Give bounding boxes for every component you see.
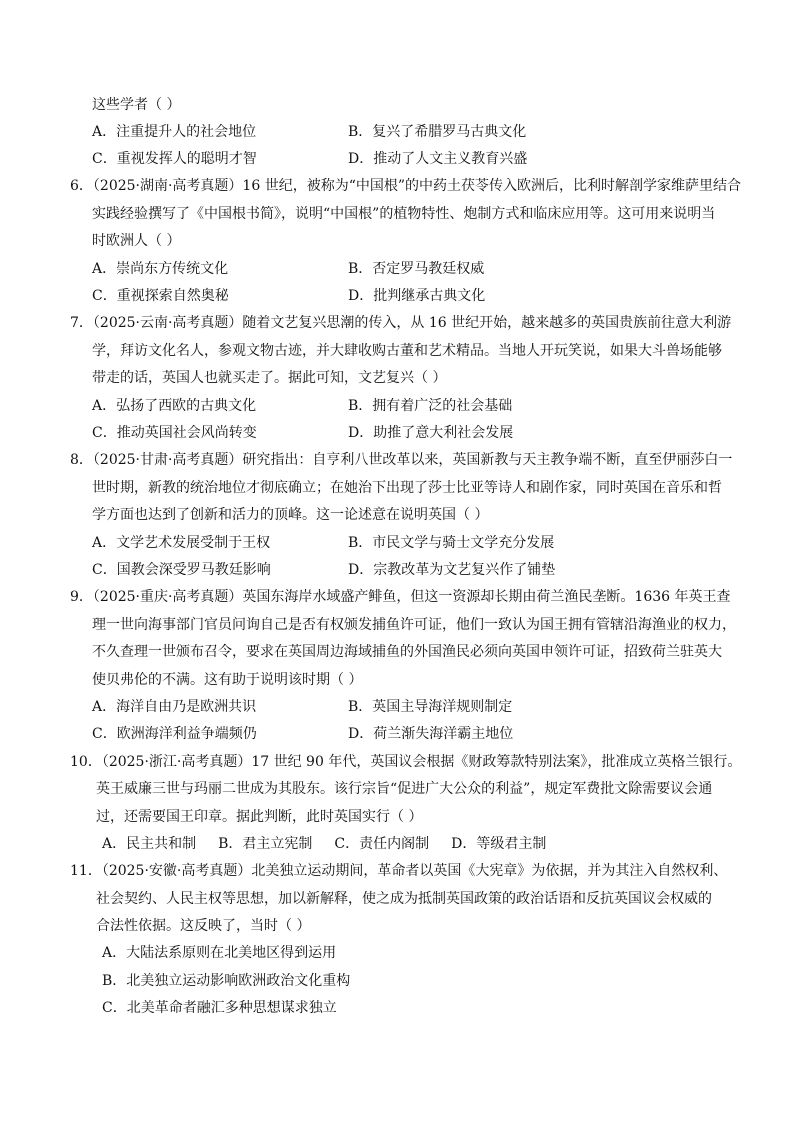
q8-option-c[interactable]: C．国教会深受罗马教廷影响 xyxy=(92,562,271,578)
q5-stem-end: 这些学者（ ） xyxy=(92,97,181,113)
q6-option-b[interactable]: B．否定罗马教廷权威 xyxy=(348,261,485,277)
q7-stem-line1: 7．（2025·云南·高考真题）随着文艺复兴思潮的传入，从 16 世纪开始，越来越多的英国贵族前往意大利游 xyxy=(70,315,732,331)
q9-stem-line3: 不久查理一世颁布召令，要求在英国周边海域捕鱼的外国渔民必须向英国申领许可证，招致荷兰驻英大 xyxy=(92,644,722,660)
q6-stem-line1: 6．（2025·湖南·高考真题）16 世纪，被称为“中国根”的中药土茯苓传入欧洲后，比利时解剖学家维萨里结合 xyxy=(70,178,742,194)
q9-stem-line4: 使贝弗伦的不满。这有助于说明该时期（ ） xyxy=(92,672,363,688)
q9-stem-line1: 9．（2025·重庆·高考真题）英国东海岸水域盛产鲱鱼，但这一资源却长期由荷兰渔民垄断。1636 年英王查 xyxy=(70,589,731,605)
q9-stem-line2: 理一世向海事部门官员问询自己是否有权颁发捕鱼许可证，他们一致认为国王拥有管辖沿海渔业的权力， xyxy=(92,617,736,633)
q11-option-b[interactable]: B．北美独立运动影响欧洲政治文化重构 xyxy=(102,973,351,989)
q8-option-b[interactable]: B．市民文学与骑士文学充分发展 xyxy=(348,535,555,551)
q11-option-a[interactable]: A．大陆法系原则在北美地区得到运用 xyxy=(102,945,337,961)
q7-stem-line2: 学，拜访文化名人，参观文物古迹，并大肆收购古董和艺术精品。当地人开玩笑说，如果大斗兽场能够 xyxy=(92,343,722,359)
q10-stem-line3: 过，还需要国王印章。据此判断，此时英国实行（ ） xyxy=(96,809,423,825)
q5-option-a[interactable]: A．注重提升人的社会地位 xyxy=(92,124,257,140)
q8-stem-line1: 8．（2025·甘肃·高考真题）研究指出：自亨利八世改革以来，英国新教与天主教争端不断，直至伊丽莎白一 xyxy=(70,452,733,468)
q5-option-c[interactable]: C．重视发挥人的聪明才智 xyxy=(92,151,257,167)
q5-option-b[interactable]: B．复兴了希腊罗马古典文化 xyxy=(348,124,527,140)
q9-option-d[interactable]: D．荷兰渐失海洋霸主地位 xyxy=(348,726,514,742)
q7-option-b[interactable]: B．拥有着广泛的社会基础 xyxy=(348,398,513,414)
q10-stem-line2: 英王威廉三世与玛丽二世成为其股东。该行宗旨“促进广大公众的利益”，规定军费批文除需要议会通 xyxy=(96,781,713,797)
q9-option-a[interactable]: A．海洋自由乃是欧洲共识 xyxy=(92,699,257,715)
q10-option-b[interactable]: B．君主立宪制 xyxy=(218,836,313,852)
q10-stem-line1: 10．（2025·浙江·高考真题）17 世纪 90 年代，英国议会根据《财政筹款特别法案》，批准成立英格兰银行。 xyxy=(70,754,742,770)
q11-stem-line3: 合法性依据。这反映了，当时（ ） xyxy=(96,918,311,934)
q6-option-d[interactable]: D．批判继承古典文化 xyxy=(348,288,486,304)
q9-option-b[interactable]: B．英国主导海洋规则制定 xyxy=(348,699,513,715)
q8-stem-line2: 世时期，新教的统治地位才彻底确立；在她治下出现了莎士比亚等诗人和剧作家，同时英国在音乐和哲 xyxy=(92,480,722,496)
q6-stem-line3: 时欧洲人（ ） xyxy=(92,233,181,249)
q8-stem-line3: 学方面也达到了创新和活力的顶峰。这一论述意在说明英国（ ） xyxy=(92,507,489,523)
q7-option-c[interactable]: C．推动英国社会风尚转变 xyxy=(92,425,257,441)
q6-stem-line2: 实践经验撰写了《中国根书简》，说明“中国根”的植物特性、炮制方式和临床应用等。这可用来说明当 xyxy=(92,206,716,222)
q11-option-c[interactable]: C．北美革命者融汇多种思想谋求独立 xyxy=(102,1000,337,1016)
q10-option-c[interactable]: C．责任内阁制 xyxy=(334,836,430,852)
q10-options-row xyxy=(102,834,568,854)
q8-option-d[interactable]: D．宗教改革为文艺复兴作了铺垫 xyxy=(348,562,556,578)
q6-option-a[interactable]: A．崇尚东方传统文化 xyxy=(92,261,229,277)
q6-option-c[interactable]: C．重视探索自然奥秘 xyxy=(92,288,229,304)
q7-option-d[interactable]: D．助推了意大利社会发展 xyxy=(348,425,514,441)
q11-stem-line1: 11．（2025·安徽·高考真题）北美独立运动期间，革命者以英国《大宪章》为依据，并为其注入自然权利、 xyxy=(70,863,728,879)
q7-stem-line3: 带走的话，英国人也就买走了。据此可知，文艺复兴（ ） xyxy=(92,370,447,386)
q10-option-a[interactable]: A．民主共和制 xyxy=(102,836,197,852)
q10-option-d[interactable]: D．等级君主制 xyxy=(451,836,547,852)
q11-stem-line2: 社会契约、人民主权等思想，加以新解释，使之成为抵制英国政策的政治话语和反抗英国议会权威的 xyxy=(96,891,712,907)
q5-option-d[interactable]: D．推动了人文主义教育兴盛 xyxy=(348,151,528,167)
q8-option-a[interactable]: A．文学艺术发展受制于王权 xyxy=(92,535,271,551)
q7-option-a[interactable]: A．弘扬了西欧的古典文化 xyxy=(92,398,257,414)
q9-option-c[interactable]: C．欧洲海洋利益争端频仍 xyxy=(92,726,257,742)
